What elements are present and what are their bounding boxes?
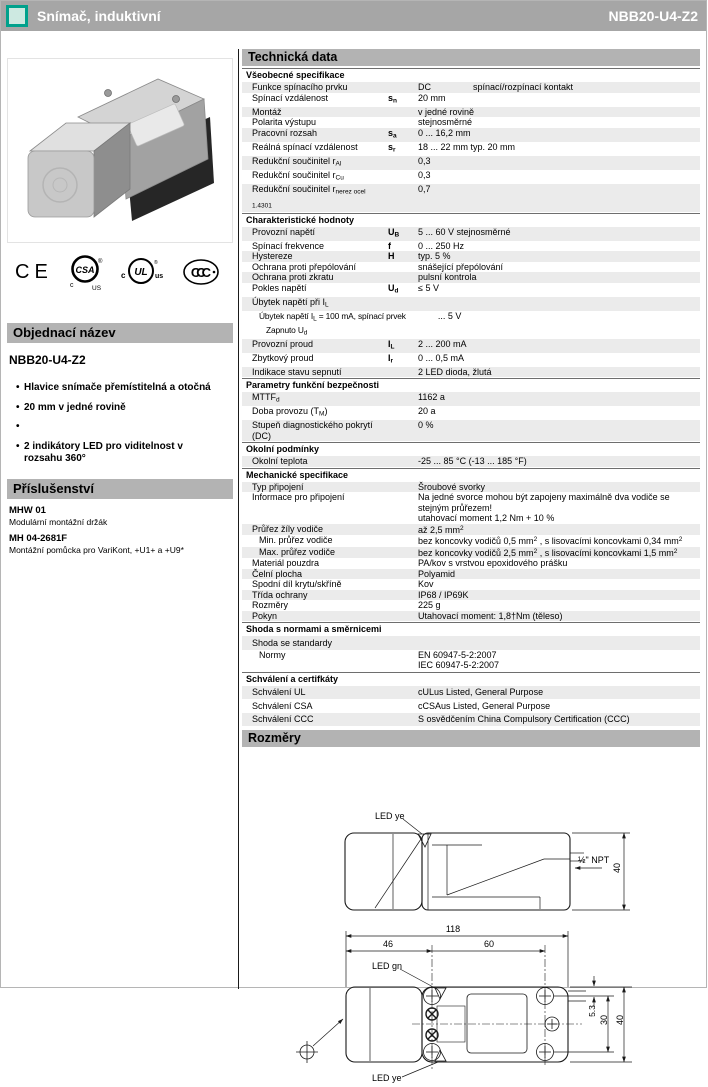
tech-row-value: 0 ... 16,2 mm — [418, 127, 471, 138]
tech-row-symbol — [388, 701, 418, 712]
svg-text:CSA: CSA — [75, 265, 95, 275]
tech-row — [242, 117, 700, 128]
tech-row-value: 0 ... 250 Hz — [418, 240, 465, 251]
tech-row-symbol — [388, 117, 418, 128]
tech-row-label: Třída ochrany — [252, 589, 308, 600]
tech-row — [242, 272, 700, 283]
tech-row-value: PA/kov s vrstvou epoxidového prášku — [418, 558, 568, 568]
tech-row-symbol — [388, 272, 418, 283]
length-dimensions — [346, 931, 568, 1070]
tech-section-header: Mechanické specifikace — [242, 468, 700, 482]
accessory-description: Modulární montážní držák — [9, 516, 108, 527]
tech-row-symbol — [388, 611, 418, 622]
tech-row-label: $MTTF_d$ — [252, 392, 280, 404]
tech-row-label: Normy — [259, 649, 286, 660]
tech-row-symbol — [388, 650, 418, 671]
tech-row — [242, 579, 700, 590]
tech-row — [242, 482, 700, 493]
tech-row-label: Spodní díl krytu/skříně — [252, 579, 342, 589]
tech-row-symbol — [388, 82, 418, 93]
tech-row-label: Reálná spínací vzdálenost — [252, 141, 358, 152]
tech-row-label: Typ připojení — [252, 481, 304, 492]
tech-row-label: Min. průřez vodiče — [259, 535, 333, 545]
tech-row-label: Doba provozu $(T_M)$ — [252, 406, 328, 418]
tech-row — [242, 227, 700, 241]
certification-logos — [15, 253, 225, 291]
accessory-name: MH 04-2681F — [9, 532, 68, 544]
tech-row-label: Provozní proud — [252, 338, 314, 349]
npt-label: ½" NPT — [578, 855, 610, 865]
tech-row — [242, 339, 700, 353]
tech-row-label: Indikace stavu sepnutí — [252, 366, 342, 377]
tech-row — [242, 170, 700, 184]
tech-row-label: Ochrana proti zkratu — [252, 272, 334, 282]
tech-row-symbol: f — [388, 240, 391, 251]
tech-row-value: Šroubové svorky — [418, 481, 486, 492]
page-header-bar — [1, 1, 706, 31]
tech-row — [242, 600, 700, 611]
tech-row-label: Ochrana proti přepólování — [252, 261, 357, 272]
tech-row — [242, 456, 700, 467]
tech-row-value: až 2,5 $mm^2$ — [418, 524, 464, 535]
tech-row-value: Utahovací moment: 1,8†Nm (těleso) — [418, 610, 563, 621]
tech-row-value: 0,3 — [418, 155, 431, 166]
feature-text: 20 mm v jedné rovině — [24, 401, 126, 413]
ce-mark-icon: CE — [15, 260, 53, 283]
tech-row — [242, 524, 700, 536]
tech-row-value: bez koncovky vodičů 0,5 $mm^2$ , s lisovacími koncovkami 0,34 $mm^2$ — [418, 536, 683, 546]
tech-row — [242, 420, 700, 441]
tech-row-label: Schválení CCC — [252, 714, 314, 724]
dimensions-header: Rozměry — [242, 730, 700, 747]
tech-row — [242, 713, 700, 727]
led-gn-label: LED gn — [372, 961, 403, 971]
svg-text:®: ® — [97, 259, 103, 265]
tech-row-label: Průřez žíly vodiče — [252, 523, 324, 534]
tech-row-label: Materiál pouzdra — [252, 558, 320, 568]
tech-row — [242, 590, 700, 601]
tech-row-value: 2 ... 200 mA — [418, 338, 467, 349]
tech-row-label: Stupeň diagnostického pokrytí (DC) — [252, 420, 373, 441]
tech-row-value: Polyamid — [418, 568, 456, 579]
dim-118-label: 118 — [445, 924, 461, 934]
list-item — [7, 382, 233, 395]
tech-row-label: Okolní teplota — [252, 456, 308, 466]
tech-row — [242, 251, 700, 262]
tech-row-label: Rozměry — [252, 600, 289, 610]
tech-row-label: Úbytek napětí při $I_L$ — [252, 296, 329, 308]
tech-row-symbol — [388, 535, 418, 547]
tech-row-label: Provozní napětí — [252, 226, 316, 237]
tech-row — [242, 107, 700, 118]
tech-row-symbol — [388, 590, 418, 601]
tech-section-header: Parametry funkční bezpečnosti — [242, 378, 700, 392]
tech-row-label: Pokles napětí — [252, 282, 307, 293]
tech-row-value: EN 60947-5-2:2007 IEC 60947-5-2:2007 — [418, 649, 500, 670]
tech-row-value: snášející přepólování — [418, 261, 504, 272]
product-code: NBB20-U4-Z2 — [9, 353, 86, 367]
tech-row-symbol — [388, 156, 418, 170]
tech-row-value — [418, 297, 700, 311]
tech-row-symbol: $U_d$ — [388, 282, 399, 294]
tech-row-label: Čelní plocha — [252, 568, 303, 579]
tech-row-symbol — [388, 456, 418, 467]
sensing-face-symbol — [296, 1019, 343, 1063]
tech-row-symbol — [388, 184, 418, 212]
accessories-header: Příslušenství — [7, 479, 233, 499]
tech-row — [242, 297, 700, 311]
tech-table — [242, 68, 700, 726]
tech-row-symbol — [388, 420, 418, 441]
top-view — [346, 987, 586, 1062]
tech-row-symbol — [388, 600, 418, 611]
right-column — [238, 49, 708, 1083]
bullet-icon — [7, 421, 24, 434]
tech-row-symbol — [388, 392, 418, 406]
feature-list — [7, 382, 233, 466]
tech-row-label: Hystereze — [252, 251, 293, 261]
tech-row-symbol — [388, 687, 418, 698]
tech-row-value: Kov — [418, 579, 434, 589]
tech-row-label: Montáž — [252, 106, 282, 117]
tech-section-header: Schválení a certifkáty — [242, 672, 700, 686]
tech-row-label: Schválení CSA — [252, 700, 313, 711]
tech-row-symbol: $s_a$ — [388, 127, 397, 139]
tech-row-value: 1162 a — [418, 392, 445, 402]
tech-row — [242, 699, 700, 713]
dim-46-label: 46 — [382, 939, 394, 949]
tech-row — [242, 611, 700, 622]
accessory-item — [7, 505, 233, 527]
side-view — [345, 833, 584, 910]
tech-row-value: Na jedné svorce mohou být zapojeny maximálně dva vodiče se stejným průřezem! utahovací moment 1,2 Nm + 10 % — [418, 492, 670, 523]
tech-row-value: cULus Listed, General Purpose — [418, 687, 544, 697]
tech-row-symbol — [388, 170, 418, 184]
height-40-label: 40 — [612, 862, 622, 874]
tech-row-label: Redukční součinitel $r_{nerez ocel 1.4301}$ — [252, 183, 366, 209]
feature-text — [24, 421, 233, 434]
tech-row — [242, 392, 700, 406]
feature-text: Hlavice snímače přemístitelná a otočná — [24, 382, 211, 393]
tech-row — [242, 650, 700, 671]
dim-30-label: 30 — [599, 1014, 609, 1026]
tech-row-value: pulsní kontrola — [418, 272, 477, 282]
tech-row — [242, 82, 700, 93]
tech-row-symbol — [388, 569, 418, 580]
tech-row-label: Max. průřez vodiče — [259, 546, 336, 557]
tech-row — [242, 241, 700, 252]
feature-text: 2 indikátory LED pro viditelnost v rozsahu 360° — [24, 440, 183, 464]
svg-text:CCC: CCC — [190, 265, 208, 280]
list-item — [7, 421, 233, 434]
tech-section-header: Okolní podmínky — [242, 442, 700, 456]
tech-row-symbol — [388, 406, 418, 420]
led-ye-label: LED ye — [375, 811, 405, 821]
tech-row-value: 0 ... 0,5 mA — [418, 352, 465, 363]
page-title: Snímač, induktivní — [37, 8, 161, 24]
tech-section-header: Všeobecné specifikace — [242, 68, 700, 82]
svg-text:®: ® — [153, 260, 158, 266]
brand-accent-square — [6, 5, 28, 27]
tech-row-symbol — [388, 558, 418, 569]
tech-row-value: 5 ... 60 V stejnosměrné — [418, 226, 511, 237]
list-item — [7, 402, 233, 415]
tech-row-value: 20 mm — [418, 92, 446, 103]
tech-row-label: Zbytkový proud — [252, 352, 314, 363]
tech-row-symbol — [388, 107, 418, 118]
tech-row-value: 0,3 — [418, 169, 431, 180]
tech-section-header: Shoda s normami a směrnicemi — [242, 622, 700, 636]
bullet-icon — [7, 402, 24, 415]
technical-data-header: Technická data — [242, 49, 700, 66]
tech-row — [242, 636, 700, 650]
svg-text:c: c — [69, 282, 74, 289]
dimension-drawing — [242, 755, 704, 1087]
tech-row-symbol: $I_r$ — [388, 352, 394, 364]
tech-row-value: 2 LED dioda, žlutá — [418, 366, 492, 377]
bullet-icon — [7, 382, 24, 395]
tech-row-symbol: $U_B$ — [388, 226, 400, 238]
tech-row-symbol — [388, 297, 418, 311]
tech-row — [242, 558, 700, 569]
tech-row-value: stejnosměrné — [418, 117, 473, 127]
tech-row — [242, 367, 700, 378]
tech-row-symbol: $s_r$ — [388, 141, 396, 153]
tech-row — [242, 686, 700, 700]
tech-row-label: Polarita výstupu — [252, 117, 317, 127]
tech-row-symbol — [388, 492, 418, 524]
tech-row-label: Spínací vzdálenost — [252, 92, 329, 103]
tech-row-value: 225 g — [418, 600, 441, 610]
tech-row-label: Shoda se standardy — [252, 637, 333, 648]
tech-row — [242, 492, 700, 524]
tech-row-symbol — [408, 311, 438, 339]
tech-row-symbol — [388, 482, 418, 493]
left-column — [7, 49, 233, 555]
tech-row-value: typ. 5 % — [418, 251, 451, 261]
tech-row — [242, 283, 700, 297]
tech-row-value: ≤ 5 V — [418, 282, 439, 293]
tech-row — [242, 128, 700, 142]
tech-row — [242, 93, 700, 107]
dim-60-label: 60 — [483, 939, 495, 949]
tech-row-label: Pracovní rozsah — [252, 127, 318, 138]
tech-row-symbol — [388, 367, 418, 378]
tech-row-symbol — [388, 714, 418, 725]
tech-row — [242, 311, 700, 339]
dim-40-label: 40 — [615, 1014, 625, 1026]
tech-row-value: ... 5 V — [437, 310, 462, 321]
tech-row-label: Úbytek napětí $I_L = 100$ mA, spínací prvek Zapnuto $U_d$ — [259, 310, 406, 336]
tech-row-label: Redukční součinitel $r_{Cu}$ — [252, 169, 344, 181]
list-item — [7, 441, 233, 466]
tech-row — [242, 142, 700, 156]
product-photo — [7, 58, 233, 243]
order-name-header: Objednací název — [7, 323, 233, 343]
tech-row-value: 20 a — [418, 406, 436, 416]
tech-row-value: 18 ... 22 mm typ. 20 mm — [418, 141, 516, 152]
tech-row — [242, 353, 700, 367]
tech-row-value: bez koncovky vodičů 2,5 $mm^2$ , s lisovacími koncovkami 1,5 $mm^2$ — [418, 547, 678, 558]
tech-row-symbol: $I_L$ — [388, 338, 395, 350]
product-code-header: NBB20-U4-Z2 — [608, 8, 698, 24]
tech-row-symbol — [388, 262, 418, 273]
bullet-icon — [7, 441, 24, 466]
tech-row-value: 0 % — [418, 420, 434, 430]
tech-row — [242, 184, 700, 212]
tech-row — [242, 547, 700, 559]
tech-row-symbol: $s_n$ — [388, 92, 397, 104]
tech-row-value: -25 ... 85 °C (-13 ... 185 °F) — [418, 456, 527, 466]
tech-row — [242, 262, 700, 273]
accessory-description: Montážní pomůcka pro VariKont, +U1+ a +U9* — [9, 544, 184, 555]
ccc-logo-icon — [179, 257, 225, 287]
tech-row — [242, 406, 700, 420]
tech-row-value: cCSAus Listed, General Purpose — [418, 700, 551, 711]
tech-row-value: v jedné rovině — [418, 106, 475, 117]
tech-row-symbol — [388, 524, 418, 536]
tech-row-label: Redukční součinitel $r_{Al}$ — [252, 155, 342, 167]
svg-text:US: US — [91, 285, 101, 292]
svg-text:c: c — [120, 271, 126, 280]
tech-row-label: Funkce spínacího prvku — [252, 82, 348, 92]
tech-row-label: Informace pro připojení — [252, 492, 345, 502]
tech-row — [242, 535, 700, 547]
tech-row-symbol — [388, 579, 418, 590]
tech-row-symbol — [388, 638, 418, 649]
accessory-item — [7, 533, 233, 555]
tech-row-value: 0,7 — [418, 183, 431, 194]
tech-row-label: Schválení UL — [252, 687, 306, 697]
tech-row-value: DC spínací/rozpínací kontakt — [418, 82, 574, 92]
accessory-name: MHW 01 — [9, 504, 46, 516]
csa-logo-icon — [67, 253, 103, 291]
tech-row-symbol: H — [388, 251, 395, 261]
tech-section-header: Charakteristické hodnoty — [242, 213, 700, 227]
tech-row-label: Pokyn — [252, 610, 278, 621]
led-ye-bottom-label: LED ye — [372, 1073, 402, 1083]
svg-text:UL: UL — [134, 267, 148, 278]
tech-row-value: S osvědčením China Compulsory Certification (CCC) — [418, 714, 630, 724]
tech-row-symbol — [388, 547, 418, 559]
svg-text:us: us — [154, 273, 164, 280]
cul-us-logo-icon — [117, 256, 165, 288]
tech-row-value: IP68 / IP69K — [418, 589, 469, 600]
led-markers — [400, 969, 446, 1077]
tech-row — [242, 156, 700, 170]
tech-row-value — [418, 638, 700, 649]
tech-row-label: Spínací frekvence — [252, 240, 325, 251]
dim-5-3-label: 5.3 — [587, 1005, 597, 1017]
tech-row — [242, 569, 700, 580]
sensor-illustration — [8, 59, 232, 240]
